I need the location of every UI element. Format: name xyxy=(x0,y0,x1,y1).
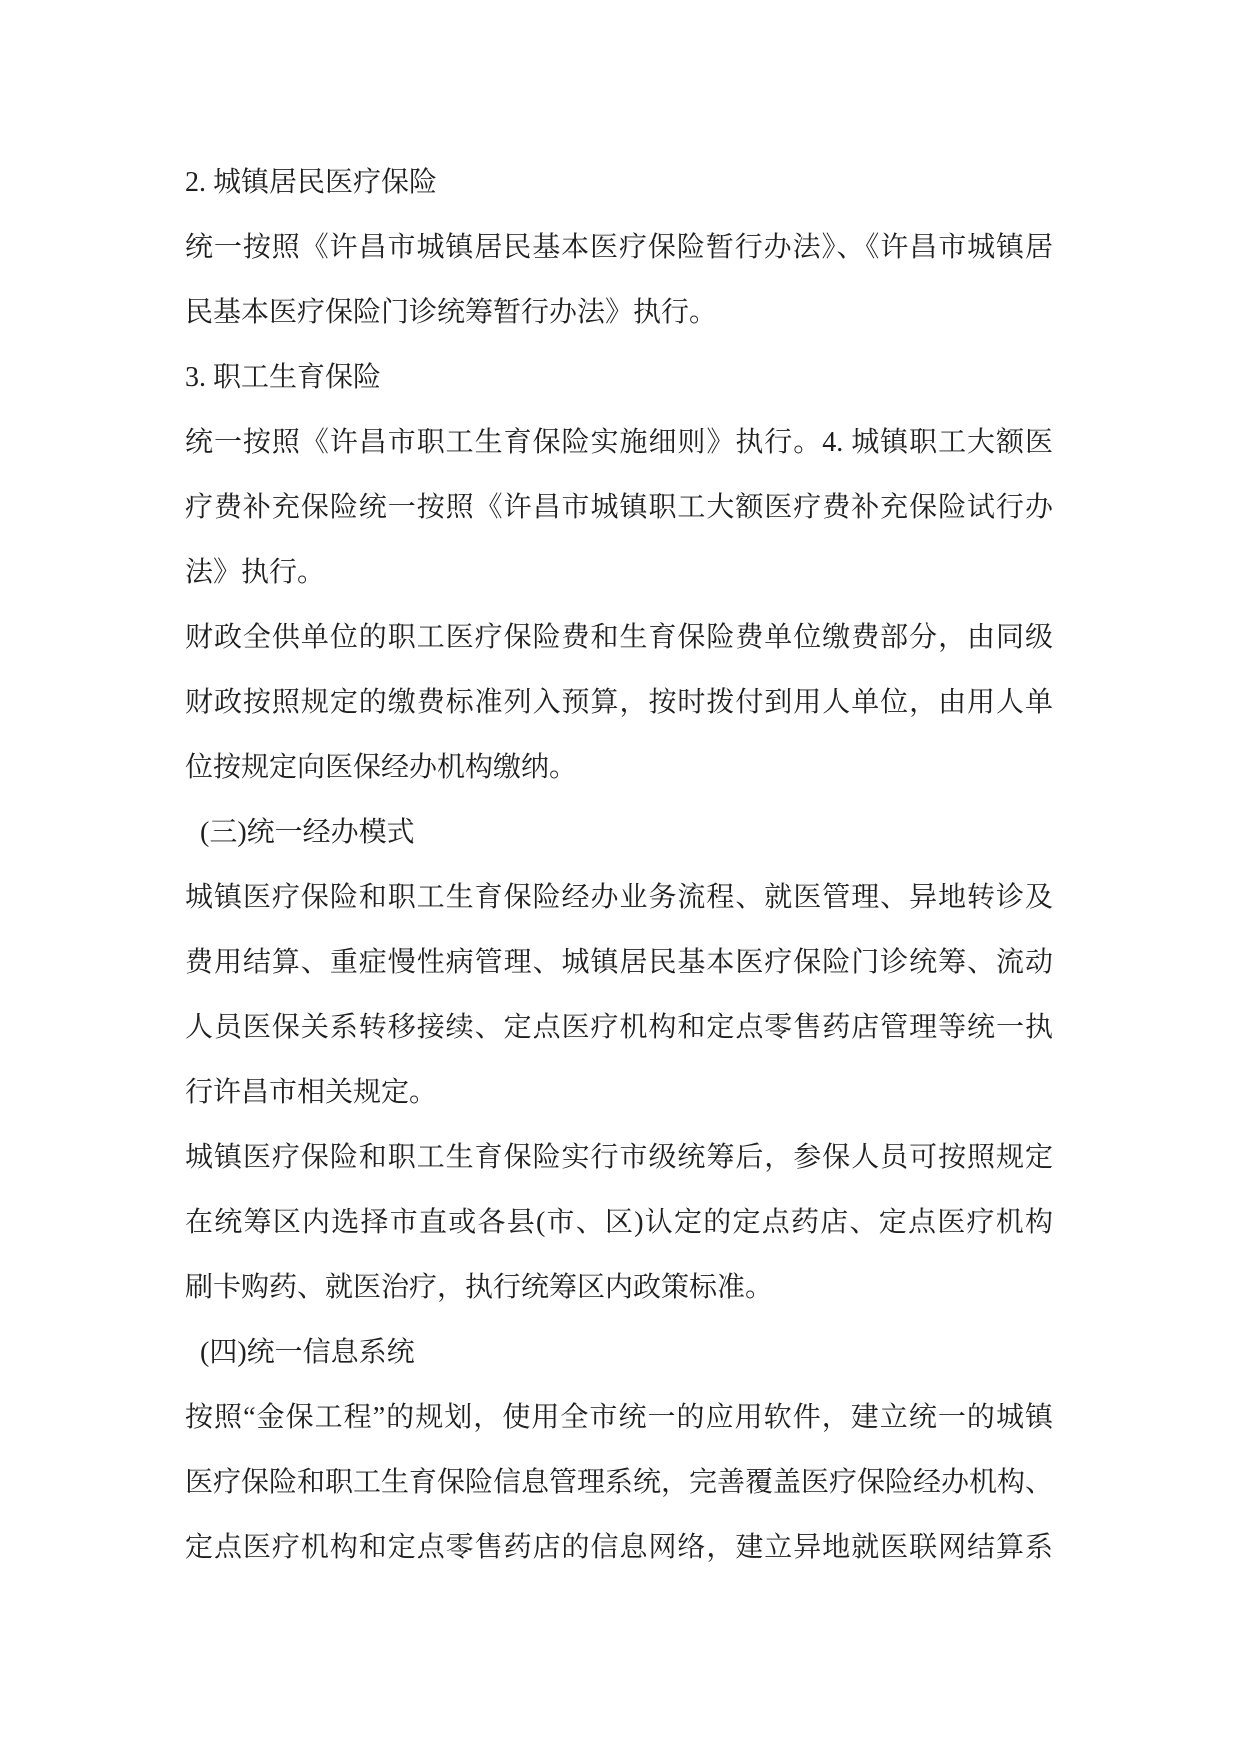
text-line: 位按规定向医保经办机构缴纳。 xyxy=(185,752,578,783)
text-line: 城镇医疗保险和职工生育保险经办业务流程、就医管理、异地转诊及 xyxy=(185,882,1053,913)
text-line: 城镇医疗保险和职工生育保险实行市级统筹后，参保人员可按照规定 xyxy=(185,1142,1053,1173)
text-line: 人员医保关系转移接续、定点医疗机构和定点零售药店管理等统一执 xyxy=(185,1012,1053,1043)
text-line: 费用结算、重症慢性病管理、城镇居民基本医疗保险门诊统筹、流动 xyxy=(185,947,1053,978)
text-line: 医疗保险和职工生育保险信息管理系统，完善覆盖医疗保险经办机构、 xyxy=(185,1467,1053,1498)
text-line: 在统筹区内选择市直或各县(市、区)认定的定点药店、定点医疗机构 xyxy=(185,1207,1053,1238)
text-line: 民基本医疗保险门诊统筹暂行办法》执行。 xyxy=(185,297,718,328)
text-line: 统一按照《许昌市城镇居民基本医疗保险暂行办法》、《许昌市城镇居 xyxy=(185,232,1053,263)
text-line: 定点医疗机构和定点零售药店的信息网络，建立异地就医联网结算系 xyxy=(185,1532,1053,1563)
text-line: 统一按照《许昌市职工生育保险实施细则》执行。4. 城镇职工大额医 xyxy=(185,427,1053,458)
text-line: 按照“金保工程”的规划，使用全市统一的应用软件，建立统一的城镇 xyxy=(185,1402,1053,1433)
text-line: 行许昌市相关规定。 xyxy=(185,1077,438,1108)
text-line: 2. 城镇居民医疗保险 xyxy=(185,167,438,198)
text-line: 财政按照规定的缴费标准列入预算，按时拨付到用人单位，由用人单 xyxy=(185,687,1053,718)
text-line: (四)统一信息系统 xyxy=(200,1337,415,1368)
text-line: 法》执行。 xyxy=(185,557,326,588)
text-line: 刷卡购药、就医治疗，执行统筹区内政策标准。 xyxy=(185,1272,774,1303)
text-line: 疗费补充保险统一按照《许昌市城镇职工大额医疗费补充保险试行办 xyxy=(185,492,1053,523)
text-line: (三)统一经办模式 xyxy=(200,817,415,848)
text-block xyxy=(185,150,1053,1580)
text-line: 财政全供单位的职工医疗保险费和生育保险费单位缴费部分，由同级 xyxy=(185,622,1053,653)
text-line: 3. 职工生育保险 xyxy=(185,362,382,393)
